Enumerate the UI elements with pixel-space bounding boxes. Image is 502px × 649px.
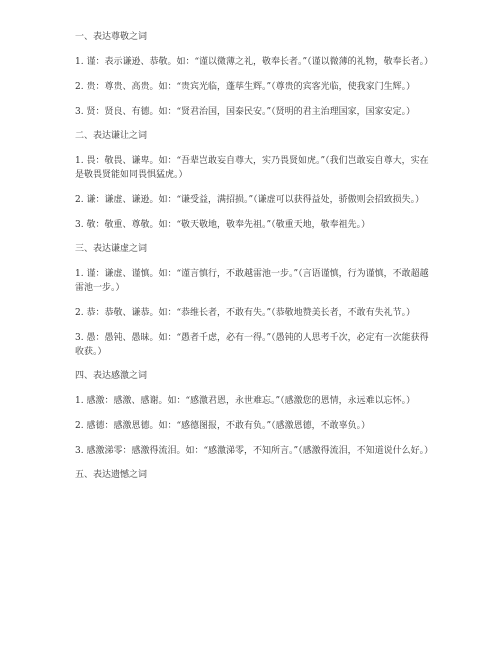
list-item: 3. 愚：愚钝、愚昧。如：“愚者千虑，必有一得。”（愚钝的人思考千次，必定有一次能获得收获。） bbox=[75, 333, 429, 357]
section-respect bbox=[75, 31, 435, 119]
list-item: 2. 谦：谦虚、谦逊。如：“谦受益，满招损。”（谦虚可以获得益处，骄傲则会招致损失。） bbox=[75, 195, 425, 205]
list-item: 1. 感激：感激、感谢。如：“感激君恩，永世难忘。”（感激您的恩情，永远难以忘怀。） bbox=[75, 396, 416, 406]
section-heading: 五、表达遗憾之词 bbox=[75, 470, 148, 480]
section-modesty bbox=[75, 130, 435, 232]
list-item: 1. 谨：表示谦逊、恭敬。如：“谨以微薄之礼，敬奉长者。”（谨以微薄的礼物，敬奉长者。） bbox=[75, 57, 434, 67]
list-item: 2. 贵：尊贵、高贵。如：“贵宾光临，蓬荜生辉。”（尊贵的宾客光临，使我家门生辉。） bbox=[75, 82, 416, 92]
list-item: 3. 敬：敬重、尊敬。如：“敬天敬地，敬奉先祖。”（敬重天地，敬奉祖先。） bbox=[75, 220, 371, 230]
section-humility bbox=[75, 243, 435, 359]
list-item: 3. 贤：贤良、有德。如：“贤君治国，国泰民安。”（贤明的君主治理国家，国家安定。） bbox=[75, 107, 416, 117]
document-body bbox=[75, 31, 435, 493]
list-item: 1. 畏：敬畏、谦卑。如：“吾辈岂敢妄自尊大，实乃畏贤如虎。”（我们岂敢妄自尊大，实在是敬畏贤能如同畏惧猛虎。） bbox=[75, 156, 429, 180]
section-heading: 三、表达谦虚之词 bbox=[75, 244, 148, 254]
list-item: 1. 谨：谦虚、谨慎。如：“谨言慎行，不敢越雷池一步。”（言语谨慎，行为谨慎，不敢超越雷池一步。） bbox=[75, 269, 429, 293]
list-item: 2. 感德：感激恩德。如：“感德图报，不敢有负。”（感激恩德，不敢辜负。） bbox=[75, 421, 371, 431]
section-heading: 一、表达尊敬之词 bbox=[75, 32, 148, 42]
section-regret bbox=[75, 469, 435, 481]
section-gratitude bbox=[75, 370, 435, 458]
section-heading: 二、表达谦让之词 bbox=[75, 131, 148, 141]
list-item: 2. 恭：恭敬、谦恭。如：“恭维长者，不敢有失。”（恭敬地赞美长者，不敢有失礼节。） bbox=[75, 308, 416, 318]
list-item: 3. 感激涕零：感激得流泪。如：“感激涕零，不知所言。”（感激得流泪，不知道说什么好。） bbox=[75, 446, 434, 456]
section-heading: 四、表达感激之词 bbox=[75, 371, 148, 381]
